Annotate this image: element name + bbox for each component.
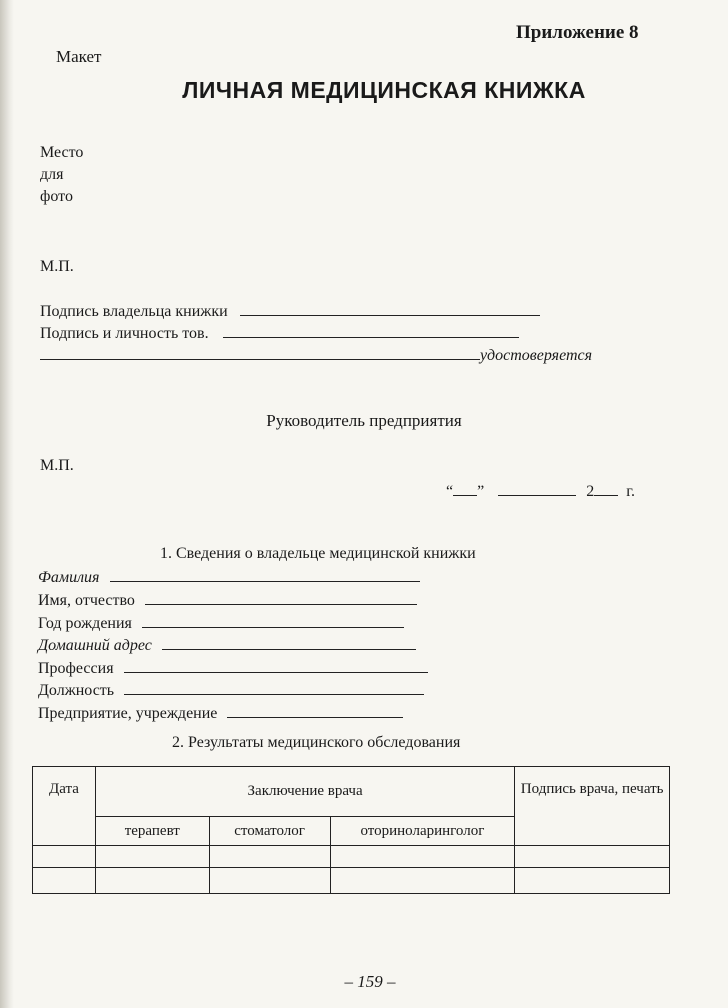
table-cell[interactable] bbox=[209, 868, 330, 894]
subheader-dentist: стоматолог bbox=[209, 817, 330, 846]
date-year-blank[interactable] bbox=[594, 481, 618, 496]
field-line-profession[interactable] bbox=[124, 658, 428, 673]
field-line-surname[interactable] bbox=[110, 567, 420, 582]
field-label-position: Должность bbox=[38, 682, 115, 699]
field-row-surname bbox=[38, 567, 420, 587]
field-row-enterprise bbox=[38, 703, 403, 723]
person-signature-label: Подпись и личность тов. bbox=[40, 325, 209, 342]
header-date: Дата bbox=[33, 767, 96, 846]
table-cell[interactable] bbox=[515, 868, 670, 894]
field-label-enterprise: Предприятие, учреждение bbox=[38, 705, 218, 722]
table-cell[interactable] bbox=[33, 846, 96, 868]
header-conclusion: Заключение врача bbox=[95, 767, 514, 817]
field-row-profession bbox=[38, 658, 428, 678]
subheader-ent: оториноларинголог bbox=[330, 817, 515, 846]
section1-title: 1. Сведения о владельце медицинской книжки bbox=[160, 545, 476, 562]
table-row bbox=[33, 846, 670, 868]
field-line-address[interactable] bbox=[162, 635, 416, 650]
photo-line-2: для bbox=[40, 166, 64, 183]
table-cell[interactable] bbox=[209, 846, 330, 868]
date-year-suffix: г. bbox=[626, 483, 635, 500]
date-close-quote: ” bbox=[477, 483, 485, 500]
table-row bbox=[33, 868, 670, 894]
maket-label: Макет bbox=[56, 47, 102, 66]
field-label-birth-year: Год рождения bbox=[38, 615, 132, 632]
person-signature-row bbox=[40, 323, 519, 343]
date-month-blank[interactable] bbox=[498, 481, 576, 496]
stamp-place-1: М.П. bbox=[40, 258, 74, 275]
certified-label: удостоверяется bbox=[480, 347, 593, 364]
header-signature: Подпись врача, печать bbox=[515, 767, 670, 846]
stamp-place-2: М.П. bbox=[40, 457, 74, 474]
field-label-surname: Фамилия bbox=[38, 569, 100, 586]
field-label-profession: Профессия bbox=[38, 660, 114, 677]
field-row-name bbox=[38, 590, 417, 610]
field-line-position[interactable] bbox=[124, 680, 424, 695]
table-cell[interactable] bbox=[95, 868, 209, 894]
field-row-birth-year bbox=[38, 613, 404, 633]
owner-signature-row bbox=[40, 301, 540, 321]
table-cell[interactable] bbox=[95, 846, 209, 868]
field-label-address: Домашний адрес bbox=[38, 637, 152, 654]
photo-placeholder bbox=[40, 142, 83, 208]
field-row-position bbox=[38, 680, 424, 700]
field-label-name: Имя, отчество bbox=[38, 592, 135, 609]
table-cell[interactable] bbox=[330, 846, 515, 868]
field-line-name[interactable] bbox=[145, 590, 417, 605]
results-table bbox=[32, 766, 670, 894]
table-cell[interactable] bbox=[330, 868, 515, 894]
owner-signature-label: Подпись владельца книжки bbox=[40, 303, 228, 320]
certified-row bbox=[40, 345, 592, 365]
date-open-quote: “ bbox=[446, 483, 454, 500]
page-title: ЛИЧНАЯ МЕДИЦИНСКАЯ КНИЖКА bbox=[182, 77, 586, 103]
photo-line-1: Место bbox=[40, 144, 84, 161]
appendix-label: Приложение 8 bbox=[516, 22, 639, 43]
page-scan-edge bbox=[0, 0, 14, 1008]
page-number: – 159 – bbox=[344, 972, 396, 991]
date-day-blank[interactable] bbox=[453, 481, 477, 496]
field-row-address bbox=[38, 635, 416, 655]
date-year-prefix: 2 bbox=[586, 483, 595, 500]
certified-line[interactable] bbox=[40, 345, 480, 360]
date-line bbox=[446, 481, 635, 501]
section2-title: 2. Результаты медицинского обследования bbox=[172, 734, 461, 751]
owner-signature-line[interactable] bbox=[240, 301, 540, 316]
subheader-therapist: терапевт bbox=[95, 817, 209, 846]
manager-label: Руководитель предприятия bbox=[266, 411, 462, 430]
person-signature-line[interactable] bbox=[223, 323, 519, 338]
table-cell[interactable] bbox=[515, 846, 670, 868]
field-line-birth-year[interactable] bbox=[142, 613, 404, 628]
field-line-enterprise[interactable] bbox=[227, 703, 403, 718]
table-header-row bbox=[33, 767, 670, 817]
table-cell[interactable] bbox=[33, 868, 96, 894]
photo-line-3: фото bbox=[40, 188, 73, 205]
